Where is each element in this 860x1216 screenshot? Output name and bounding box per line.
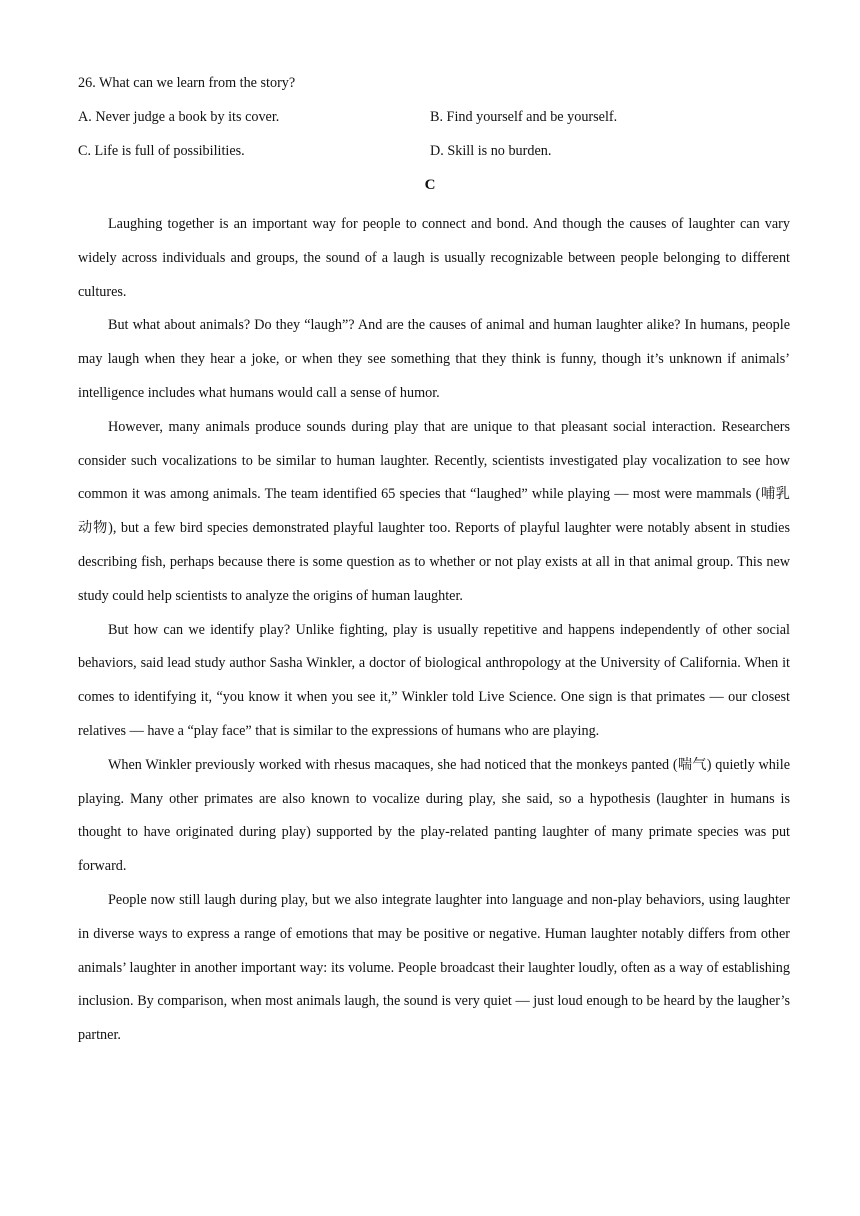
paragraph: Laughing together is an important way for people to connect and bond. And though the causes of laughter can vary widely across individuals and groups, the sound of a laugh is usually recognizable between people belonging to different cultures. [78,216,790,300]
paragraph: But how can we identify play? Unlike fighting, play is usually repetitive and happens independently of other social behaviors, said lead study author Sasha Winkler, a doctor of biological anthropology at the University of California. When it comes to identifying it, “you know it when you see it,” Winkler told Live Science. One sign is that primates — our closest relatives — have a “play face” that is similar to the expressions of humans who are playing. [78,621,790,739]
option-b: B. Find yourself and be yourself. [430,109,618,125]
option-a: A. Never judge a book by its cover. [78,109,280,125]
paragraph: People now still laugh during play, but we also integrate laughter into language and non-play behaviors, using laughter in diverse ways to express a range of emotions that may be positive or negative. Human laughter notably differs from other animals’ laughter in another important way: its volume. People broadcast their laughter loudly, often as a way of establishing inclusion. By comparison, when most animals laugh, the sound is very quiet — just loud enough to be heard by the laugher’s partner. [78,891,790,1044]
paragraph: When Winkler previously worked with rhesus macaques, she had noticed that the monkeys panted (喘气) quietly while playing. Many other primates are also known to vocalize during play, she said, so a hypothesis (laughter in humans is thought to have originated during play) supported by the play-related panting laughter of many primate species was put forward. [78,756,790,875]
paragraph: However, many animals produce sounds during play that are unique to that pleasant social interaction. Researchers consider such vocalizations to be similar to human laughter. Recently, scientists investigated play vocalization to see how common it was among animals. The team identified 65 species that “laughed” while playing — most were mammals (哺乳动物), but a few bird species demonstrated playful laughter too. Reports of playful laughter were notably absent in studies describing fish, perhaps because there is some question as to whether or not play exists at all in that animal group. This new study could help scientists to analyze the origins of human laughter. [78,418,790,604]
paragraph: But what about animals? Do they “laugh”? And are the causes of animal and human laughter alike? In humans, people may laugh when they hear a joke, or when they see something that they think is funny, though it’s unknown if animals’ intelligence includes what humans would call a sense of humor. [78,317,790,401]
section-title: C [424,177,436,193]
option-d: D. Skill is no burden. [430,143,552,159]
passage [78,208,790,1053]
question-stem: 26. What can we learn from the story? [78,75,296,91]
option-c: C. Life is full of possibilities. [78,143,245,159]
